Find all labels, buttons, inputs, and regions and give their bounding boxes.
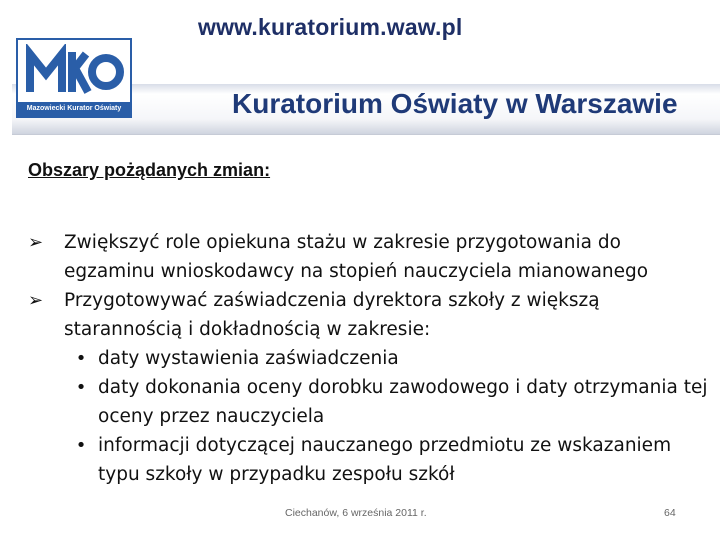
mko-logo-mark	[24, 44, 124, 100]
list-item	[28, 286, 708, 344]
sub-list-item	[28, 431, 708, 489]
sub-list-item	[28, 344, 708, 373]
page-number: 64	[664, 507, 676, 519]
list-item-text: Zwiększyć role opiekuna stażu w zakresie przygotowania do egzaminu wnioskodawcy na stopień nauczyciela mianowanego	[64, 232, 649, 282]
sub-list-item-text: informacji dotyczącej nauczanego przedmiotu ze wskazaniem typu szkoły w przypadku zespołu szkół	[98, 435, 672, 485]
arrow-bullet-icon: ➢	[28, 290, 44, 311]
mko-logo	[16, 38, 132, 118]
dot-bullet-icon: •	[75, 348, 87, 369]
footer-text: Ciechanów, 6 września 2011 r.	[285, 507, 427, 519]
list-item-text: Przygotowywać zaświadczenia dyrektora szkoły z większą starannością i dokładnością w zakresie:	[64, 290, 600, 340]
slide-heading: Obszary pożądanych zmian:	[28, 160, 271, 180]
institution-title: Kuratorium Oświaty w Warszawie	[232, 88, 678, 119]
list-item	[28, 228, 708, 286]
dot-bullet-icon: •	[75, 435, 87, 456]
logo-caption: Mazowiecki Kurator Oświaty	[18, 102, 130, 116]
dot-bullet-icon: •	[75, 377, 87, 398]
slide-content	[28, 228, 708, 489]
sub-list-item-text: daty dokonania oceny dorobku zawodowego i daty otrzymania tej oceny przez nauczyciela	[98, 377, 708, 427]
header-banner	[0, 0, 720, 140]
sub-list-item-text: daty wystawienia zaświadczenia	[98, 348, 399, 369]
arrow-bullet-icon: ➢	[28, 232, 44, 253]
sub-list-item	[28, 373, 708, 431]
website-url: www.kuratorium.waw.pl	[198, 14, 463, 40]
